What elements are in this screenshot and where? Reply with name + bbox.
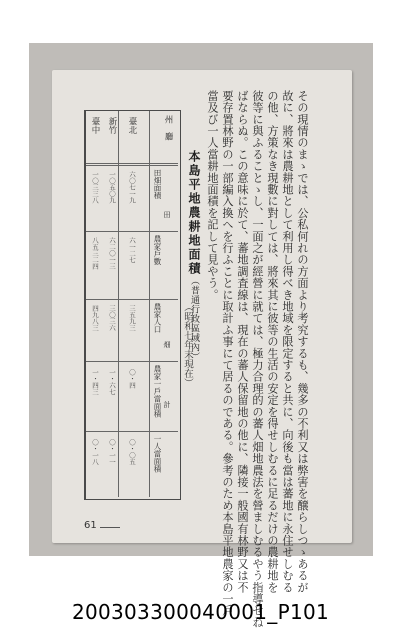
table-cell-households: 六一二七 (128, 237, 136, 263)
table-cell-households: 八五三二四 (91, 237, 99, 270)
table-cell-fields: 六〇七一九 (128, 171, 136, 204)
table-title-text: 本島平地農耕地面積 (187, 150, 201, 276)
table-row-name: 新竹 (107, 117, 117, 134)
table-header-rule (86, 165, 178, 166)
table-sub-total: 計 (163, 401, 171, 408)
table-header-per-person: 一人當面積 (153, 435, 162, 473)
table-cell-per-person: 〇・〇五 (128, 439, 136, 465)
table-section-rule (86, 361, 178, 362)
body-line: の他、方策なき現數に對しては、將來其に彼等の生活の安定を得せしむるに足るだけの農耕地を (266, 90, 279, 594)
table-column-rule (118, 111, 119, 497)
table-header-prefecture: 州 廳 (163, 115, 173, 141)
table-cell-per-person: 〇・一八 (91, 439, 99, 465)
table-cell-households: 六二〇一三 (108, 237, 116, 270)
table-section-rule (86, 299, 178, 300)
body-line: 彼等に與ふることゝし、一面之が經營に就ては、極力合理的の蕃人畑地農法を營ましむるやう指導せね (251, 90, 264, 629)
body-line: 要存置林野の一部編入換へを行ふことに取計ふ事にて居るのである。參考のため本島平地農家の一戶 (221, 90, 234, 617)
body-paragraph (205, 90, 310, 629)
body-line: 故に、將來は農耕地として利用し得べき地域を限定すると共に、向後も當は蕃地に永住せしむる (281, 90, 294, 594)
body-line: その現情のまゝでは、公私何れの方面より考究するも、幾多の不利又は弊害を醸らしつゝあるが (296, 90, 309, 594)
table-header-rule (86, 163, 178, 164)
table-cell-per-household: 一・四三 (91, 369, 99, 395)
body-line: ばならぬ。この意味に於て、蕃地調査線は、現在の蕃人保留地の他に、隣接一般國有林野又は不 (236, 90, 249, 594)
body-line: 當及び一人當耕地面積を記して見やう。 (206, 90, 219, 301)
table-cell-persons: 三〇三六 (108, 305, 116, 331)
table-column-rule (149, 111, 150, 497)
farmland-table (84, 110, 181, 500)
page-number: 61 (84, 520, 97, 531)
table-section-rule (86, 231, 178, 232)
table-date-note: （昭和七年末現在） (182, 302, 193, 388)
table-section-rule (86, 431, 178, 432)
table-row-name: 臺北 (127, 117, 137, 134)
table-cell-fields: 一〇五〇九 (108, 171, 116, 204)
table-header-fields: 田畑面積 (153, 169, 162, 199)
table-cell-persons: 三五九三 (128, 305, 136, 331)
image-caption: 200303300040001_P101 (71, 600, 330, 624)
table-row-name: 臺中 (90, 117, 100, 134)
table-cell-per-household: 〇・四 (128, 369, 136, 389)
table-cell-persons: 四九八三 (91, 305, 99, 331)
table-title-note: （普通行政區域內） (189, 276, 199, 362)
table-cell-fields: 一〇三三八 (91, 171, 99, 204)
table-cell-per-person: 〇・一一 (108, 439, 116, 465)
table-header-persons: 農家人口 (153, 303, 162, 333)
table-header-households: 農家戶數 (153, 235, 162, 265)
page-number-rule (100, 527, 120, 528)
table-sub-paddy: 田 (163, 211, 171, 218)
table-header-per-household: 農家一戶當面積 (153, 365, 162, 418)
table-cell-per-household: 一・六七 (108, 369, 116, 395)
table-sub-dry: 畑 (163, 341, 171, 348)
